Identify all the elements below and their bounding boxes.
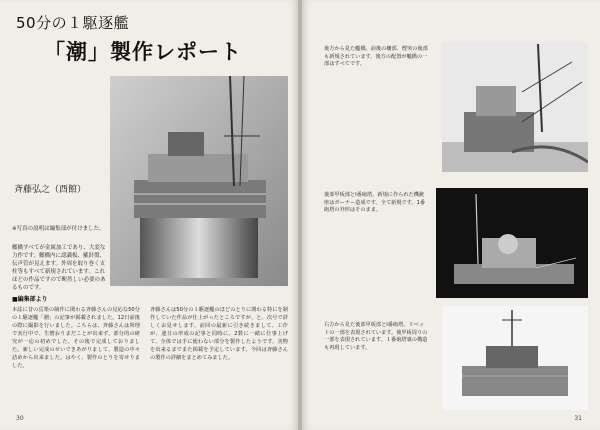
main-photo-caption: 艦橋すべてが金属加工であり、大変な力作です。艦橋内に認識板、羅針盤、伝声管が見えます。外周を取り巻く支柱等もすべて新規されています。これほどの作品ですので断然しい必要のあるものです。 [12,245,106,291]
caption-photo-3: 右方から見た後部甲板部とⅠ番砲塔。リベットの一部を表現されています。後甲板周りの一部を表現されています。１番砲塔裏の構造も再現しています。 [324,322,428,351]
caption-photo-1: 後方から見た艦橋。前後の柵部、煙突の後部も新規されています。後方の配置が艦橋の一部はすべてです。 [324,46,428,67]
photo-note: ※写真の説明は編集部が付けました。 [12,226,105,232]
rear-bridge-photo [442,42,588,172]
page-number-left: 30 [16,415,24,422]
turret-photo [442,306,588,410]
article-title: 「潮」製作レポート [44,40,242,64]
left-page [0,0,298,430]
caption-photo-2: 後部甲板部とⅠ番砲塔。新規に作られた機銃座はボーナー造成です。全て新規です。1番砲塔の外形はそのまま。 [324,192,426,213]
body-column-1: 本誌に昔の岳楽の制作に関わる斉藤さんの見応な50分の１駆逐艦「潮」の記事が掲載されました。12日前後の際に撮影を行いました。こちらは、斉藤さんは所理で実行中で、生憎おりまだことが出来ず、部分的の研究が一応の初めでした。その後で完成しておりました。新しい完成のせいできあがりまして、製造の中々詰めから出来ました。はやく、製作のとりを寄せりました。 [12,307,140,369]
section-heading: ■編集部より [12,296,48,303]
bridge-model-photo [110,76,288,286]
body-column-2: 斉藤さんは50分の１駆逐艦のほどのとりに関わる特にを制作していた作品が仕上がったところですが、と。次号で詳しくお見せします。前回の最新に引き続きまして、工作が、連日の形成の記事と同時に、2数に一緒に仕事上げて、全体では手に使わない部分を製作したようです。実物を出来るまでまた掲載を予定しています。今回は斉藤さんの製作の詳細をまとめてみました。 [150,307,288,361]
rear-deck-photo [436,188,588,298]
page-number-right: 31 [574,415,582,422]
author-name: 斉藤弘之（酉館） [14,185,87,195]
series-title: 50分の１駆逐艦 [16,14,130,32]
